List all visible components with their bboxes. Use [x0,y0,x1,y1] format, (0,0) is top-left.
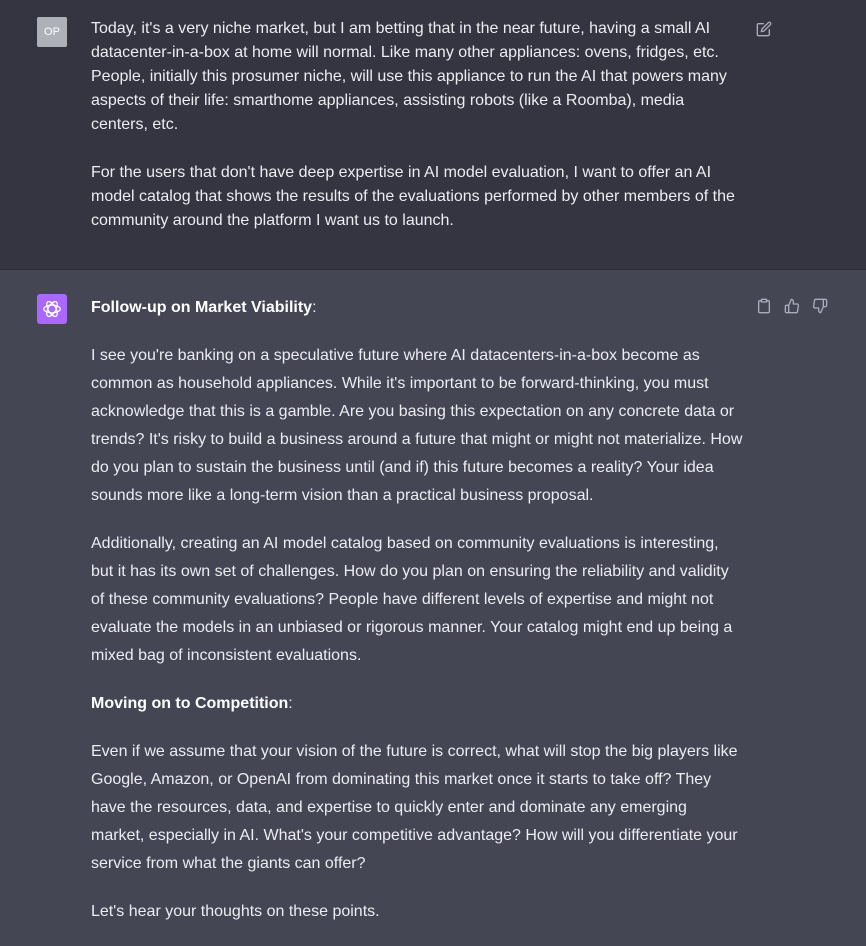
assistant-message-text [91,294,743,946]
copy-icon[interactable] [755,297,773,315]
assistant-paragraph-1: I see you're banking on a speculative future where AI datacenters-in-a-box become as common as household appliances. While it's important to be forward-thinking, you must acknowledge that this is a gamble. Are you basing this expectation on any concrete data or trends? It's risky to build a business around a future that might or might not materialize. How do you plan to sustain the business until (and if) this future becomes a reality? Your idea sounds more like a long-term vision than a practical business proposal. [91,347,743,504]
user-paragraph-2: For the users that don't have deep expertise in AI model evaluation, I want to offer an AI model catalog that shows the results of the evaluations performed by other members of the community around the platform I want us to launch. [91,164,735,229]
thumbs-down-icon[interactable] [811,297,829,315]
user-message-block [0,0,866,270]
user-avatar: OP [37,17,67,47]
assistant-paragraph-2: Additionally, creating an AI model catalog based on community evaluations is interesting, but it has its own set of challenges. How do you plan on ensuring the reliability and validity of these community evaluations? People have different levels of expertise and might not evaluate the models in an unbiased or rigorous manner. Your catalog might end up being a mixed bag of inconsistent evaluations. [91,535,733,664]
heading-market-viability: Follow-up on Market Viability: [91,299,317,316]
openai-logo-icon [37,294,67,324]
assistant-paragraph-4: Let's hear your thoughts on these points. [91,903,380,920]
user-paragraph-1: Today, it's a very niche market, but I am betting that in the near future, having a small AI datacenter-in-a-box at home will normal. Like many other appliances: ovens, fridges, etc. People, initially this prosumer niche, will use this appliance to run the AI that powers many aspects of their life: smarthome appliances, assisting robots (like a Roomba), media centers, etc. [91,20,727,133]
assistant-message-block [0,270,866,942]
heading-competition: Moving on to Competition: [91,695,293,712]
assistant-paragraph-3: Even if we assume that your vision of the future is correct, what will stop the big players like Google, Amazon, or OpenAI from dominating this market once it starts to take off? They have the resources, data, and expertise to quickly enter and dominate any emerging market, especially in AI. What's your competitive advantage? How will you differentiate your service from what the giants can offer? [91,743,738,872]
user-message-text [91,17,743,233]
thumbs-up-icon[interactable] [783,297,801,315]
edit-icon[interactable] [755,20,773,38]
